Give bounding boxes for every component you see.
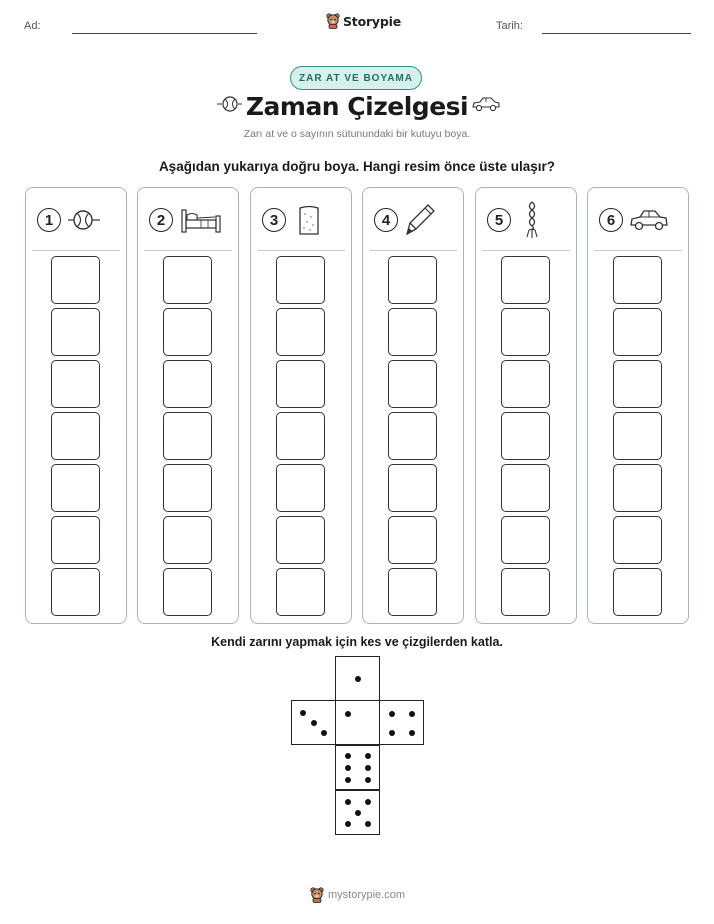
color-box[interactable] [276,464,325,512]
bear-icon [326,13,340,29]
column-divider [369,250,457,251]
car-icon [471,94,501,114]
column-5 [475,187,577,624]
color-box[interactable] [163,568,212,616]
color-box[interactable] [276,360,325,408]
dice-face-5 [335,790,380,835]
color-box[interactable] [501,308,550,356]
dice-pip [345,821,351,827]
color-box[interactable] [276,516,325,564]
column-6 [587,187,689,624]
dice-pip [345,799,351,805]
column-number: 6 [599,208,623,232]
footer-url: mystorypie.com [328,889,406,901]
dice-pip [389,711,395,717]
color-box[interactable] [276,256,325,304]
color-box[interactable] [388,568,437,616]
color-box[interactable] [163,360,212,408]
color-box[interactable] [613,464,662,512]
color-box[interactable] [163,412,212,460]
column-divider [257,250,345,251]
instruction-text: Aşağıdan yukarıya doğru boya. Hangi resim önce üste ulaşır? [158,159,556,174]
color-box[interactable] [276,412,325,460]
dice-pip [345,753,351,759]
column-2 [137,187,239,624]
color-box[interactable] [388,256,437,304]
column-number: 4 [374,208,398,232]
ball-icon [67,206,101,234]
color-box[interactable] [613,568,662,616]
color-box[interactable] [613,308,662,356]
dice-pip [409,711,415,717]
dice-pip [365,753,371,759]
dice-face-6 [335,745,380,790]
column-1 [25,187,127,624]
color-box[interactable] [276,568,325,616]
pencil-icon [404,202,438,238]
subtitle: Zarı at ve o sayının sütunundaki bir kutuyu boya. [243,128,471,140]
dice-pip [355,676,361,682]
dice-pip [321,730,327,736]
brand-name: Storypie [343,13,401,29]
color-box[interactable] [163,464,212,512]
dice-pip [389,730,395,736]
color-box[interactable] [501,360,550,408]
color-box[interactable] [501,256,550,304]
color-box[interactable] [388,360,437,408]
dice-pip [345,711,351,717]
color-box[interactable] [163,308,212,356]
color-box[interactable] [51,412,100,460]
braid-icon [517,200,547,240]
color-box[interactable] [51,256,100,304]
date-label: Tarih: [496,20,523,32]
column-4 [362,187,464,624]
color-box[interactable] [613,412,662,460]
dice-pip [365,821,371,827]
color-box[interactable] [51,516,100,564]
dice-pip [345,777,351,783]
dice-instruction: Kendi zarını yapmak için kes ve çizgilerden katla. [211,635,503,649]
color-box[interactable] [163,516,212,564]
dice-face-1 [335,656,380,701]
footer [310,887,405,903]
name-line [72,33,257,34]
column-divider [594,250,682,251]
column-divider [144,250,232,251]
column-divider [482,250,570,251]
column-3 [250,187,352,624]
dice-pip [409,730,415,736]
color-box[interactable] [501,516,550,564]
dice-face-1 [335,700,380,745]
color-box[interactable] [51,360,100,408]
bed-icon [179,204,223,236]
color-box[interactable] [501,464,550,512]
color-box[interactable] [613,360,662,408]
color-box[interactable] [163,256,212,304]
color-box[interactable] [613,516,662,564]
activity-badge: ZAR AT VE BOYAMA [290,66,422,90]
color-box[interactable] [501,412,550,460]
dice-pip [365,777,371,783]
color-box[interactable] [51,464,100,512]
bread-icon [292,203,326,237]
column-number: 5 [487,208,511,232]
dice-pip [355,810,361,816]
color-box[interactable] [51,308,100,356]
brand-logo [326,13,401,29]
column-number: 2 [149,208,173,232]
color-box[interactable] [276,308,325,356]
color-box[interactable] [388,308,437,356]
date-line [542,33,691,34]
column-divider [32,250,120,251]
bear-icon [310,887,324,903]
dice-face-3 [291,700,336,745]
color-box[interactable] [388,516,437,564]
color-box[interactable] [501,568,550,616]
dice-pip [365,799,371,805]
name-label: Ad: [24,20,41,32]
dice-face-4 [379,700,424,745]
dice-pip [311,720,317,726]
color-box[interactable] [388,464,437,512]
dice-pip [365,765,371,771]
color-box[interactable] [388,412,437,460]
color-box[interactable] [51,568,100,616]
car-icon [629,206,669,234]
dice-pip [300,710,306,716]
color-box[interactable] [613,256,662,304]
column-number: 1 [37,208,61,232]
dice-pip [345,765,351,771]
column-number: 3 [262,208,286,232]
page-title: Zaman Çizelgesi [245,92,469,121]
